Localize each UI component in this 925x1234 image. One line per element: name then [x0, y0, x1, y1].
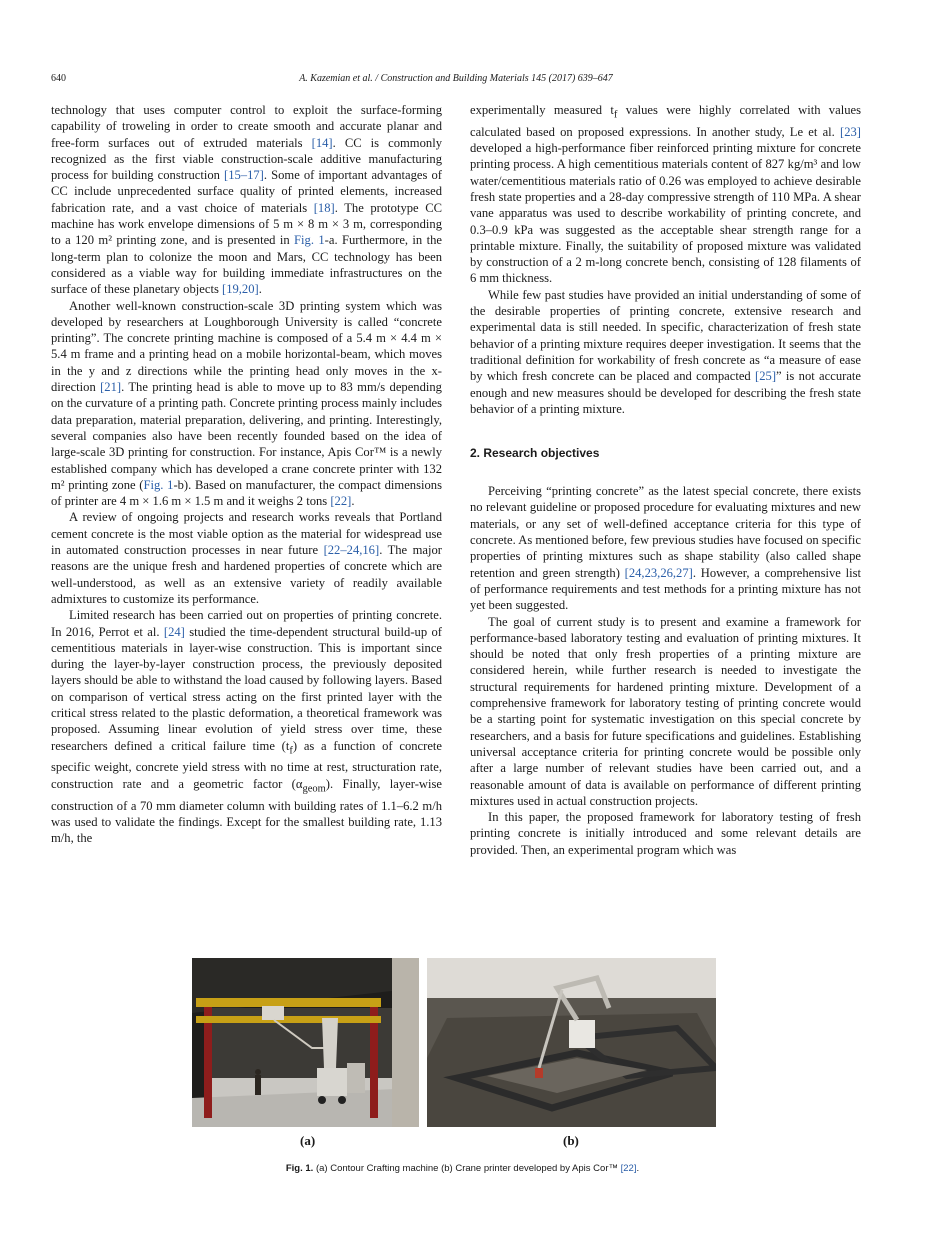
paragraph: experimentally measured $t_f$ values were highly correlated with values calculated based on proposed expressions. In another study, Le et al. [23] developed a high-performance fiber reinforced printing mixture for concrete printing process. A high cementitious materials content of 827 kg/m³ and low water/cementitious materials ratio of 0.26 was employed to achieve desirable fresh state properties and a 28-day compressive strength of 110 MPa. A shear vane apparatus was used to describe workability of printing concrete, and 0.3–0.9 kPa was suggested as the acceptable shear strength range for a printable mixture. Finally, the suitability of proposed mixture was validated by construction of a 2 m-long concrete bench, consisting of 128 filaments of 6 mm thickness.	[470, 103, 861, 286]
paragraph: technology that uses computer control to exploit the surface-forming capability of troweling in order to create smooth and accurate planar and free-form surfaces out of extruded materials [14]. CC is commonly recognized as the first viable construction-scale additive manufacturing process for building construction [15–17]. Some of important advantages of CC include unprecedented surface quality of printed elements, increased fabrication rate, and a vast choice of materials [18]. The prototype CC machine has work envelope dimensions of 5 m × 8 m × 3 m, corresponding to a 120 m² printing zone, and is presented in Fig. 1-a. Furthermore, in the long-term plan to colonize the moon and Mars, CC technology has been considered as a viable way for building immediate infrastructures on the surface of these planetary objects [19,20].	[51, 103, 443, 297]
citation-link[interactable]: [24,23,26,27]	[624, 565, 693, 580]
section-heading: 2. Research objectives	[470, 446, 600, 461]
caption-label: Fig. 1.	[285, 1163, 314, 1174]
figure-1	[192, 958, 717, 1128]
citation-link[interactable]: [22–24,16]	[323, 543, 380, 558]
paragraph: Another well-known construction-scale 3D printing system which was developed by researchers at Loughborough University is called “concrete printing”. The concrete printing machine is composed of a 5.4 m × 4.4 m × 5.4 m frame and a printing head on a mobile horizontal-beam, which moves in the y and z directions while the printing head only moves in the x-direction [21]. The printing head is able to move up to 83 mm/s depending on the curvature of a printing path. Concrete printing process mainly includes data preparation, material preparation, delivering, and printing. Interestingly, several companies also have been recently founded based on the idea of large-scale 3D printing for construction. For instance, Apis Cor™ is a newly established company which has developed a crane concrete printer with 132 m² printing zone (Fig. 1-b). Based on manufacturer, the compact dimensions of printer are 4 m × 1.6 m × 1.5 m and it weighs 2 tons [22].	[51, 298, 442, 509]
subfigure-label-b: (b)	[563, 1133, 579, 1148]
citation-link[interactable]: [23]	[840, 124, 861, 139]
crane-printer-photo	[427, 958, 716, 1127]
contour-crafting-photo	[192, 958, 419, 1127]
citation-link[interactable]: [22]	[620, 1163, 637, 1174]
citation-link[interactable]: [25]	[755, 369, 777, 384]
contour-crafting-illustration	[192, 958, 419, 1127]
figure-caption: Fig. 1. (a) Contour Crafting machine (b) Crane printer developed by Apis Cor™ [22].	[285, 1163, 640, 1174]
figure-link[interactable]: Fig. 1	[294, 233, 325, 248]
right-column	[470, 102, 861, 858]
citation-link[interactable]: [21]	[100, 380, 122, 395]
running-title: A. Kazemian et al. / Construction and Building Materials 145 (2017) 639–647	[299, 73, 613, 84]
paragraph: While few past studies have provided an initial understanding of some of the desirable properties of printing concrete, extensive research and experimental data is still needed. In specific, characterization of fresh state behavior of a printing mixture requires deeper investigation. It seems that the traditional definition for workability of fresh concrete as “a measure of ease by which fresh concrete can be placed and compacted [25]” is not accurate enough and new measures should be developed for describing the fresh state behavior of a printing mixture.	[470, 287, 861, 416]
citation-link[interactable]: [14]	[311, 135, 333, 150]
paragraph: The goal of current study is to present and examine a framework for performance-based laboratory testing and evaluation of printing mixtures. It should be noted that only fresh properties of a printing mixture are considered herein, while further research is needed to investigate the structural requirements for hardened printing mixture. Development of a comprehensive framework for laboratory testing of printing concrete would be a starting point for systematic investigation on this special concrete by researchers, and a basis for future specifications and guidelines. Establishing universal acceptance criteria for printing concrete would be possible only after a large number of relevant studies have been carried out, and a reasonable amount of data is available on performance of different printing mixtures used in actual construction projects.	[470, 614, 861, 808]
paragraph: In this paper, the proposed framework for laboratory testing of fresh printing concrete is initially introduced and some relevant details are provided. Then, an experimental program which was	[470, 810, 861, 857]
crane-printer-illustration	[427, 958, 716, 1127]
paragraph: Limited research has been carried out on properties of printing concrete. In 2016, Perrot et al. [24] studied the time-dependent structural build-up of cementitious materials in layer-wise construction. This is important since during the layer-by-layer construction process, the previously deposited layers should be able to withstand the load caused by following layers. Based on comparison of vertical stress acting on the first printed layer with the critical stress related to the plastic deformation, a theoretical framework was proposed. Assuming linear evolution of yield stress over time, these researchers defined a critical failure time $(t_f)$ as a function of concrete specific weight, concrete yield stress with no time at rest, structuration rate, construction rate and a geometric factor $(\alpha_{geom})$. Finally, layer-wise construction of a 70 mm diameter column with building rates of 1.1–6.2 m/h was used to validate the findings. Except for the smallest building rate, 1.13 m/h, the	[51, 608, 443, 846]
citation-link[interactable]: [19,20]	[222, 282, 259, 297]
paragraph: Perceiving “printing concrete” as the latest special concrete, there exists no relevant guideline or proposed procedure for evaluating mixtures and new materials, or any set of well-defined acceptance criteria for this type of concrete. As mentioned before, few previous studies have focused on specific properties of printing mixtures such as shape stability (also called shape retention and green strength) [24,23,26,27]. However, a comprehensive list of performance requirements and test methods for a printing mixture has not yet been suggested.	[470, 484, 861, 613]
citation-link[interactable]: [18]	[313, 200, 335, 215]
figure-link[interactable]: Fig. 1	[143, 477, 174, 492]
paragraph: A review of ongoing projects and research works reveals that Portland cement concrete is the most viable option as the material for widespread use in automated construction processes in near future [22–24,16]. The major reasons are the unique fresh and hardened properties of concrete which are well-understood, as well as an extensive variety of readily available admixtures to customize its performance.	[51, 510, 442, 606]
citation-link[interactable]: [24]	[163, 624, 185, 639]
page-header	[51, 73, 861, 87]
citation-link[interactable]: [15–17]	[224, 168, 264, 183]
citation-link[interactable]: [22]	[330, 494, 352, 509]
subfigure-label-a: (a)	[300, 1133, 316, 1148]
left-column	[51, 102, 442, 846]
page-number: 640	[51, 73, 66, 84]
